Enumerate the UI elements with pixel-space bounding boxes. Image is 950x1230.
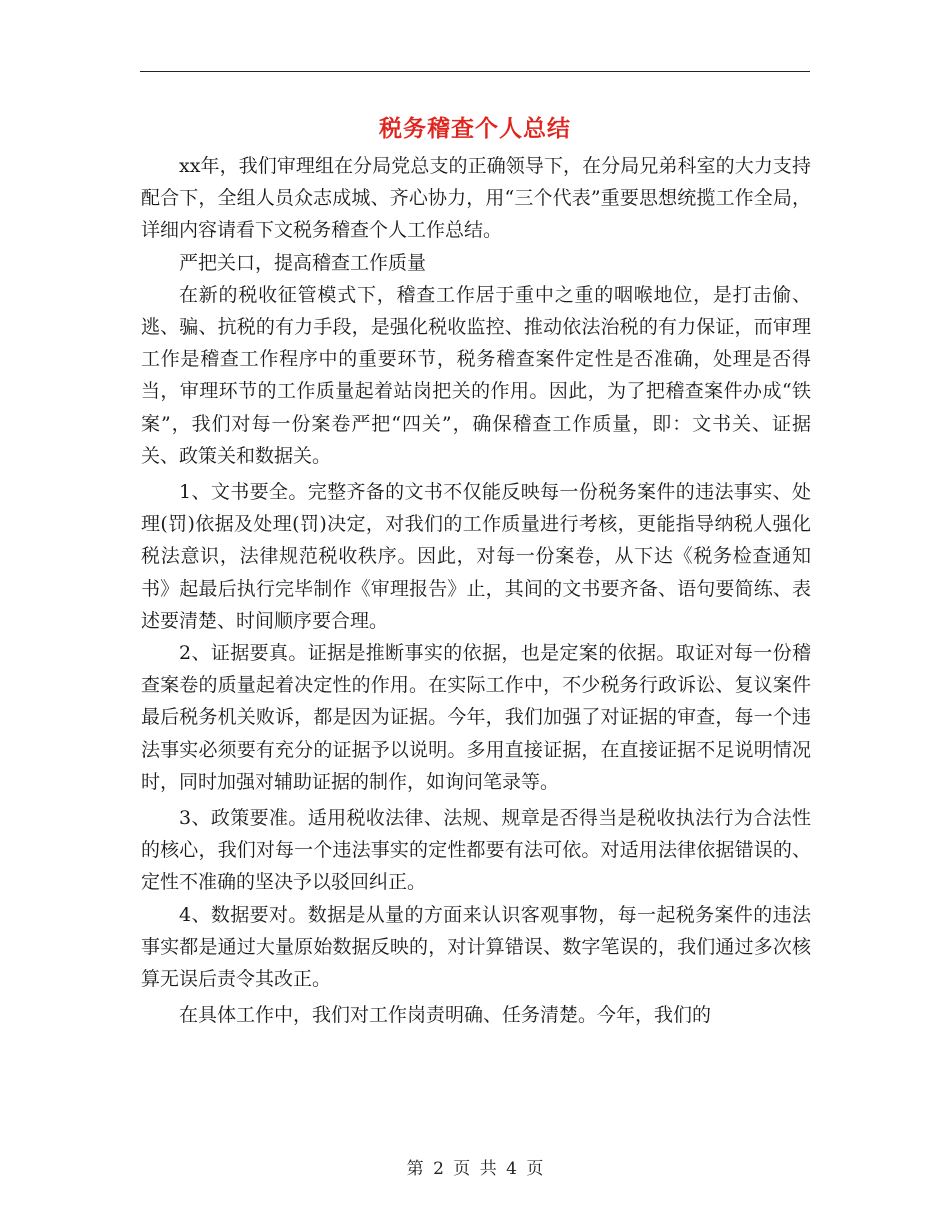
paragraph-point-4: 4、数据要对。数据是从量的方面来认识客观事物，每一起税务案件的违法事实都是通过大量原始数据反映的，对计算错误、数字笔误的，我们通过多次核算无误后责令其改正。 [141,903,811,991]
document-title: 税务稽查个人总结 [379,116,571,142]
section-heading: 严把关口，提高稽查工作质量 [179,251,427,274]
paragraph-point-3: 3、政策要准。适用税收法律、法规、规章是否得当是税收执法行为合法性的核心，我们对每一个违法事实的定性都要有法可依。对适用法律依据错误的、定性不准确的坚决予以驳回纠正。 [141,807,811,894]
page-number-footer: 第 2 页 共 4 页 [406,1159,544,1179]
document-body [141,150,811,1031]
paragraph-point-2: 2、证据要真。证据是推断事实的依据，也是定案的依据。取证对每一份稽查案卷的质量起着决定性的作用。在实际工作中，不少税务行政诉讼、复议案件最后税务机关败诉，都是因为证据。今年，我们加强了对证据的审查，每一个违法事实必须要有充分的证据予以说明。多用直接证据，在直接证据不足说明情况时，同时加强对辅助证据的制作，如询问笔录等。 [141,642,811,793]
paragraph-overview: 在新的税收征管模式下，稽查工作居于重中之重的咽喉地位，是打击偷、逃、骗、抗税的有力手段，是强化税收监控、推动依法治税的有力保证，而审理工作是稽查工作程序中的重要环节，税务稽查案件定性是否准确，处理是否得当，审理环节的工作质量起着站岗把关的作用。因此，为了把稽查案件办成“铁案”，我们对每一份案卷严把“四关”，确保稽查工作质量，即：文书关、证据关、政策关和数据关。 [141,283,811,467]
paragraph-closing: 在具体工作中，我们对工作岗责明确、任务清楚。今年，我们的 [179,1004,712,1027]
paragraph-point-1: 1、文书要全。完整齐备的文书不仅能反映每一份税务案件的违法事实、处理(罚)依据及处理(罚)决定，对我们的工作质量进行考核，更能指导纳税人强化税法意识，法律规范税收秩序。因此，对每一份案卷，从下达《税务检查通知书》起最后执行完毕制作《审理报告》止，其间的文书要齐备、语句要简练、表述要清楚、时间顺序要合理。 [141,481,811,632]
header-rule [140,71,810,72]
paragraph-intro: xx年，我们审理组在分局党总支的正确领导下，在分局兄弟科室的大力支持配合下，全组人员众志成城、齐心协力，用“三个代表”重要思想统揽工作全局，详细内容请看下文税务稽查个人工作总结。 [141,155,811,242]
